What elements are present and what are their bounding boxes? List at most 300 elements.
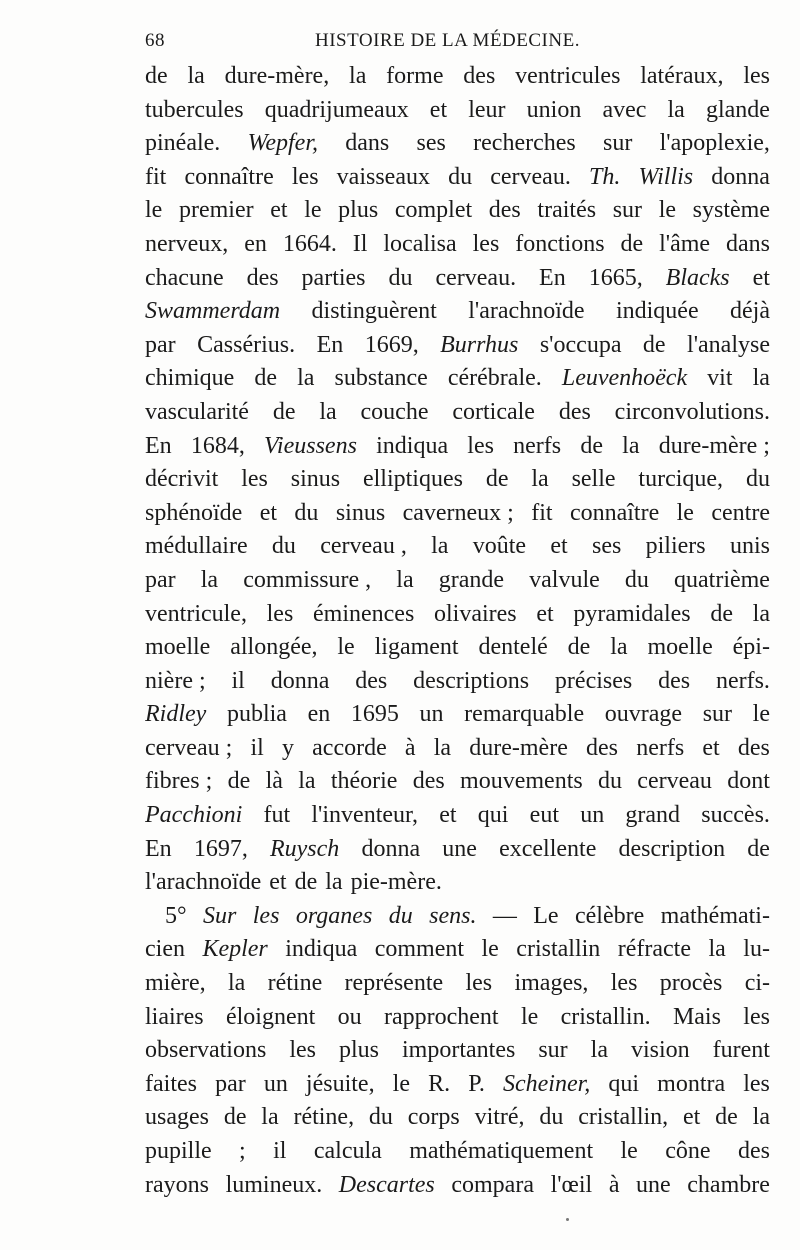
word: fut bbox=[263, 802, 291, 829]
word: indiqua bbox=[376, 432, 449, 459]
word: en bbox=[307, 701, 331, 728]
word: nerfs bbox=[636, 734, 685, 761]
word: et bbox=[702, 734, 720, 761]
word: sur bbox=[603, 130, 633, 157]
word: du bbox=[745, 466, 770, 493]
word: là bbox=[265, 768, 283, 795]
word: décrivit bbox=[145, 466, 219, 493]
word: la bbox=[349, 63, 367, 89]
text-line bbox=[145, 362, 770, 396]
word: pie-mère. bbox=[350, 869, 442, 896]
word: ventricules bbox=[515, 63, 621, 89]
text-line bbox=[145, 1135, 770, 1169]
text-line bbox=[145, 194, 770, 228]
word: des bbox=[463, 63, 496, 89]
word: caverneux ; bbox=[402, 499, 514, 526]
word: faites bbox=[145, 1070, 197, 1097]
word: connaître bbox=[569, 499, 660, 526]
word: par bbox=[145, 566, 176, 593]
word: eut bbox=[529, 802, 559, 829]
word: Scheiner, bbox=[502, 1070, 591, 1097]
text-line bbox=[145, 262, 770, 296]
word: des bbox=[246, 264, 279, 291]
word: parties bbox=[301, 264, 366, 291]
word: du bbox=[539, 1104, 564, 1131]
word: turcique, bbox=[638, 466, 724, 493]
word: couche bbox=[360, 398, 429, 425]
word: des bbox=[488, 197, 521, 224]
word: Ruysch bbox=[269, 835, 340, 862]
word: mathématiquement bbox=[409, 1138, 594, 1164]
text-line bbox=[145, 631, 770, 665]
word: vision bbox=[630, 1037, 690, 1064]
word: furent bbox=[712, 1037, 770, 1064]
text-line bbox=[145, 60, 770, 94]
word: la bbox=[752, 600, 770, 627]
word: vascularité bbox=[145, 398, 249, 425]
word: la bbox=[667, 96, 685, 123]
word: recherches bbox=[473, 130, 576, 157]
word: cristallin. bbox=[560, 1003, 651, 1030]
word: grande bbox=[438, 566, 505, 593]
word: substance bbox=[334, 365, 428, 392]
word: les bbox=[610, 970, 638, 997]
word: grand bbox=[625, 802, 681, 829]
word: la bbox=[227, 970, 246, 997]
word: qui bbox=[477, 802, 509, 829]
word: et bbox=[269, 869, 287, 896]
word: liaires bbox=[145, 1003, 204, 1030]
word: sur bbox=[538, 1037, 568, 1064]
word: elliptiques bbox=[362, 466, 463, 493]
word: traités bbox=[537, 197, 597, 224]
text-line bbox=[145, 598, 770, 632]
word: quadrijumeaux bbox=[264, 96, 409, 123]
word: Th. bbox=[588, 163, 621, 190]
word: éloignent bbox=[225, 1003, 316, 1030]
word: glande bbox=[705, 96, 770, 123]
word: ci- bbox=[744, 970, 770, 997]
word: réfracte bbox=[617, 936, 692, 963]
word: 5° bbox=[165, 902, 187, 929]
word: la bbox=[708, 936, 726, 963]
word: de bbox=[580, 432, 603, 459]
text-line bbox=[145, 1169, 770, 1203]
word: olivaires bbox=[433, 600, 517, 627]
text-line bbox=[145, 933, 770, 967]
word: observations bbox=[145, 1037, 267, 1064]
word: lu- bbox=[743, 936, 770, 963]
word: pupille bbox=[145, 1138, 212, 1164]
text-line bbox=[145, 900, 770, 934]
word: cristallin bbox=[516, 936, 601, 963]
word: latéraux, bbox=[640, 63, 724, 89]
word: leur bbox=[468, 96, 506, 123]
word: 1664. bbox=[282, 230, 337, 257]
text-line bbox=[145, 665, 770, 699]
word: En bbox=[539, 264, 566, 291]
word: l'inventeur, bbox=[311, 802, 419, 829]
word: descriptions bbox=[413, 667, 530, 694]
word: dure-mère, bbox=[224, 63, 330, 89]
word: sinus bbox=[335, 499, 386, 526]
word: images, bbox=[514, 970, 589, 997]
word: cérébrale. bbox=[447, 365, 542, 392]
word: le bbox=[304, 197, 322, 224]
word: Mais bbox=[672, 1003, 721, 1030]
word: sur bbox=[702, 701, 733, 728]
text-line bbox=[145, 329, 770, 363]
word: les bbox=[266, 600, 294, 627]
word: ventricule, bbox=[145, 600, 247, 627]
word: et bbox=[270, 197, 288, 224]
word: ouvrage bbox=[604, 701, 683, 728]
text-line bbox=[145, 396, 770, 430]
word: les bbox=[743, 63, 770, 89]
text-line bbox=[145, 1001, 770, 1035]
word: lumineux. bbox=[225, 1171, 323, 1198]
word: vitré, bbox=[474, 1104, 525, 1131]
word: le bbox=[620, 1138, 638, 1164]
word: par bbox=[215, 1070, 246, 1097]
word: succès. bbox=[701, 802, 770, 829]
word: de bbox=[710, 600, 733, 627]
word: piliers bbox=[645, 533, 706, 560]
word: le bbox=[676, 499, 694, 526]
word: les bbox=[472, 230, 500, 257]
word: des bbox=[355, 667, 388, 694]
word: et bbox=[550, 533, 568, 560]
word: plus bbox=[338, 197, 379, 224]
word: les bbox=[289, 1037, 316, 1064]
word: une bbox=[636, 1171, 671, 1198]
word: cerveau. bbox=[435, 264, 517, 291]
word: fit bbox=[145, 163, 167, 190]
word: des bbox=[558, 398, 591, 425]
word: du bbox=[368, 1104, 393, 1131]
text-line bbox=[145, 1034, 770, 1068]
word: la bbox=[297, 365, 315, 392]
word: remarquable bbox=[464, 701, 585, 728]
word: de bbox=[620, 230, 644, 257]
word: dans bbox=[726, 230, 770, 257]
word: médullaire bbox=[145, 533, 248, 560]
word: les bbox=[291, 163, 319, 190]
text-line bbox=[145, 732, 770, 766]
word: valvule bbox=[529, 566, 600, 593]
word: de bbox=[272, 398, 296, 425]
running-title: HISTOIRE DE LA MÉDECINE. bbox=[315, 30, 580, 51]
word: du bbox=[294, 499, 319, 526]
text-line bbox=[145, 799, 770, 833]
word: y bbox=[281, 734, 294, 761]
word: la bbox=[431, 533, 449, 560]
word: quatrième bbox=[674, 566, 770, 593]
text-line bbox=[145, 430, 770, 464]
word: Cassérius. bbox=[197, 331, 296, 358]
word: fit bbox=[531, 499, 553, 526]
word: En bbox=[145, 835, 172, 862]
word: nière ; bbox=[145, 667, 206, 694]
word: dans bbox=[345, 130, 390, 157]
word: de bbox=[642, 331, 666, 358]
word: sur bbox=[612, 197, 643, 224]
word: célèbre bbox=[574, 902, 645, 929]
word: R. bbox=[428, 1070, 451, 1097]
word: connaître bbox=[184, 163, 274, 190]
word: qui bbox=[608, 1070, 640, 1097]
word: l'œil bbox=[550, 1171, 593, 1198]
running-header bbox=[145, 30, 770, 56]
word: donna bbox=[270, 667, 330, 694]
word: Descartes bbox=[338, 1171, 435, 1198]
word: commissure , bbox=[243, 566, 372, 593]
word: en bbox=[244, 230, 267, 257]
word: voûte bbox=[472, 533, 527, 560]
word: En bbox=[316, 331, 344, 358]
word: la bbox=[200, 566, 219, 593]
word: des bbox=[586, 734, 619, 761]
word: Swammerdam bbox=[145, 298, 281, 325]
word: sphénoïde bbox=[145, 499, 243, 526]
word: rapprochent bbox=[383, 1003, 499, 1030]
word: un bbox=[419, 701, 444, 728]
word: la bbox=[590, 1037, 608, 1064]
word: et bbox=[536, 600, 554, 627]
word: sens. bbox=[429, 902, 477, 929]
word: description bbox=[618, 835, 726, 862]
word: — bbox=[492, 902, 517, 929]
word: chambre bbox=[687, 1171, 770, 1198]
word: l'arachnoïde bbox=[468, 298, 585, 325]
word: 1684, bbox=[190, 432, 245, 459]
word: Vieussens bbox=[264, 432, 357, 459]
word: mière, bbox=[145, 970, 206, 997]
word: ligament bbox=[374, 634, 459, 661]
word: circonvolutions. bbox=[614, 398, 770, 425]
word: des bbox=[658, 667, 691, 694]
word: de bbox=[145, 63, 168, 89]
word: plus bbox=[338, 1037, 379, 1064]
word: la bbox=[752, 365, 770, 392]
word: fonctions bbox=[515, 230, 605, 257]
word: l'apoplexie, bbox=[659, 130, 770, 157]
word: procès bbox=[659, 970, 723, 997]
text-line bbox=[145, 866, 770, 900]
word: dure-mère bbox=[469, 734, 568, 761]
word: chimique bbox=[145, 365, 235, 392]
word: P. bbox=[468, 1070, 485, 1097]
word: 1665, bbox=[588, 264, 643, 291]
text-line bbox=[145, 967, 770, 1001]
word: dure-mère ; bbox=[658, 432, 770, 459]
word: moelle bbox=[647, 634, 713, 661]
word: la bbox=[187, 63, 205, 89]
word: de bbox=[223, 1104, 247, 1131]
word: cerveau. bbox=[490, 163, 571, 190]
word: selle bbox=[571, 466, 616, 493]
word: 1669, bbox=[364, 331, 419, 358]
word: des bbox=[737, 1138, 770, 1164]
word: de bbox=[567, 634, 591, 661]
word: de bbox=[254, 365, 278, 392]
word: et bbox=[439, 802, 457, 829]
word: 1697, bbox=[193, 835, 248, 862]
word: indiquée bbox=[615, 298, 699, 325]
word: centre bbox=[711, 499, 770, 526]
word: le bbox=[520, 1003, 539, 1030]
word: allongée, bbox=[230, 634, 318, 661]
word: le bbox=[337, 634, 355, 661]
word: du bbox=[624, 566, 649, 593]
word: dont bbox=[727, 768, 770, 795]
word: la bbox=[319, 398, 337, 425]
word: Blacks bbox=[665, 264, 730, 291]
word: système bbox=[692, 197, 770, 224]
word: des bbox=[412, 768, 445, 795]
word: cristallin, bbox=[578, 1104, 669, 1131]
body-text bbox=[145, 60, 770, 1202]
paper-speck bbox=[566, 1218, 569, 1221]
word: Leuvenhoëck bbox=[561, 365, 688, 392]
word: Wepfer, bbox=[247, 130, 319, 157]
word: un bbox=[263, 1070, 288, 1097]
word: théorie bbox=[330, 768, 398, 795]
text-line bbox=[145, 497, 770, 531]
word: rétine, bbox=[293, 1104, 355, 1131]
word: nerfs bbox=[513, 432, 562, 459]
word: moelle bbox=[145, 634, 211, 661]
text-line bbox=[145, 161, 770, 195]
word: calcula bbox=[313, 1138, 382, 1164]
word: cerveau bbox=[637, 768, 712, 795]
word: Kepler bbox=[202, 936, 268, 963]
word: de bbox=[747, 835, 770, 862]
word: fibres ; bbox=[145, 768, 213, 795]
word: du bbox=[448, 163, 473, 190]
word: forme bbox=[386, 63, 444, 89]
word: le bbox=[658, 197, 677, 224]
word: vaisseaux bbox=[336, 163, 430, 190]
word: Burrhus bbox=[440, 331, 519, 358]
word: la bbox=[622, 432, 640, 459]
word: la bbox=[433, 734, 452, 761]
word: 1695 bbox=[350, 701, 399, 728]
word: l'âme bbox=[659, 230, 711, 257]
word: il bbox=[231, 667, 245, 694]
word: complet bbox=[394, 197, 473, 224]
word: le bbox=[392, 1070, 410, 1097]
word: vit bbox=[707, 365, 733, 392]
word: rétine bbox=[267, 970, 323, 997]
word: nerfs. bbox=[715, 667, 770, 694]
word: de bbox=[294, 869, 318, 896]
word: de bbox=[485, 466, 509, 493]
word: la bbox=[298, 768, 316, 795]
word: il bbox=[250, 734, 264, 761]
word: par bbox=[145, 331, 176, 358]
word: sinus bbox=[290, 466, 341, 493]
word: cerveau , bbox=[320, 533, 407, 560]
word: pyramidales bbox=[573, 600, 691, 627]
word: les bbox=[241, 466, 268, 493]
word: compara bbox=[451, 1171, 534, 1198]
text-line bbox=[145, 698, 770, 732]
word: le bbox=[752, 701, 770, 728]
word: la bbox=[396, 566, 414, 593]
word: avec bbox=[602, 96, 647, 123]
word: les bbox=[743, 1003, 770, 1030]
word: nerveux, bbox=[145, 230, 229, 257]
word: précises bbox=[554, 667, 633, 694]
word: les bbox=[743, 1070, 770, 1097]
word: à bbox=[404, 734, 416, 761]
word: une bbox=[442, 835, 477, 862]
word: pinéale. bbox=[145, 130, 221, 157]
word: indiqua bbox=[285, 936, 358, 963]
word: ses bbox=[592, 533, 622, 560]
word: chacune bbox=[145, 264, 224, 291]
word: du bbox=[271, 533, 296, 560]
word: l'arachnoïde bbox=[145, 869, 262, 896]
word: accorde bbox=[312, 734, 387, 761]
word: les bbox=[465, 970, 493, 997]
word: éminences bbox=[313, 600, 415, 627]
word: la bbox=[325, 869, 343, 896]
text-line bbox=[145, 127, 770, 161]
word: Il bbox=[352, 230, 368, 257]
page-number: 68 bbox=[145, 30, 165, 51]
word: unis bbox=[729, 533, 770, 560]
word: et bbox=[752, 264, 770, 291]
word: importantes bbox=[402, 1037, 516, 1064]
word: corticale bbox=[452, 398, 535, 425]
word: des bbox=[737, 734, 770, 761]
word: En bbox=[145, 432, 172, 459]
word: à bbox=[608, 1171, 620, 1198]
word: excellente bbox=[499, 835, 597, 862]
word: mouvements bbox=[460, 768, 583, 795]
word: les bbox=[467, 432, 494, 459]
text-line bbox=[145, 530, 770, 564]
word: Sur bbox=[203, 902, 237, 929]
word: les bbox=[252, 902, 280, 929]
word: montra bbox=[657, 1070, 726, 1097]
word: de bbox=[227, 768, 251, 795]
word: localisa bbox=[383, 230, 457, 257]
word: la bbox=[261, 1104, 279, 1131]
word: la bbox=[610, 634, 628, 661]
word: organes bbox=[295, 902, 373, 929]
word: ; bbox=[239, 1138, 246, 1164]
word: ses bbox=[416, 130, 446, 157]
word: la bbox=[531, 466, 549, 493]
word: premier bbox=[178, 197, 254, 224]
text-line bbox=[145, 833, 770, 867]
word: du bbox=[388, 264, 413, 291]
word: déjà bbox=[730, 298, 770, 325]
word: corps bbox=[407, 1104, 460, 1131]
word: tubercules bbox=[145, 96, 244, 123]
word: Pacchioni bbox=[145, 802, 243, 829]
word: jésuite, bbox=[305, 1070, 375, 1097]
text-line bbox=[145, 463, 770, 497]
word: publia bbox=[226, 701, 287, 728]
word: le bbox=[145, 197, 163, 224]
text-line bbox=[145, 295, 770, 329]
word: Ridley bbox=[145, 701, 207, 728]
word: Le bbox=[533, 902, 559, 929]
